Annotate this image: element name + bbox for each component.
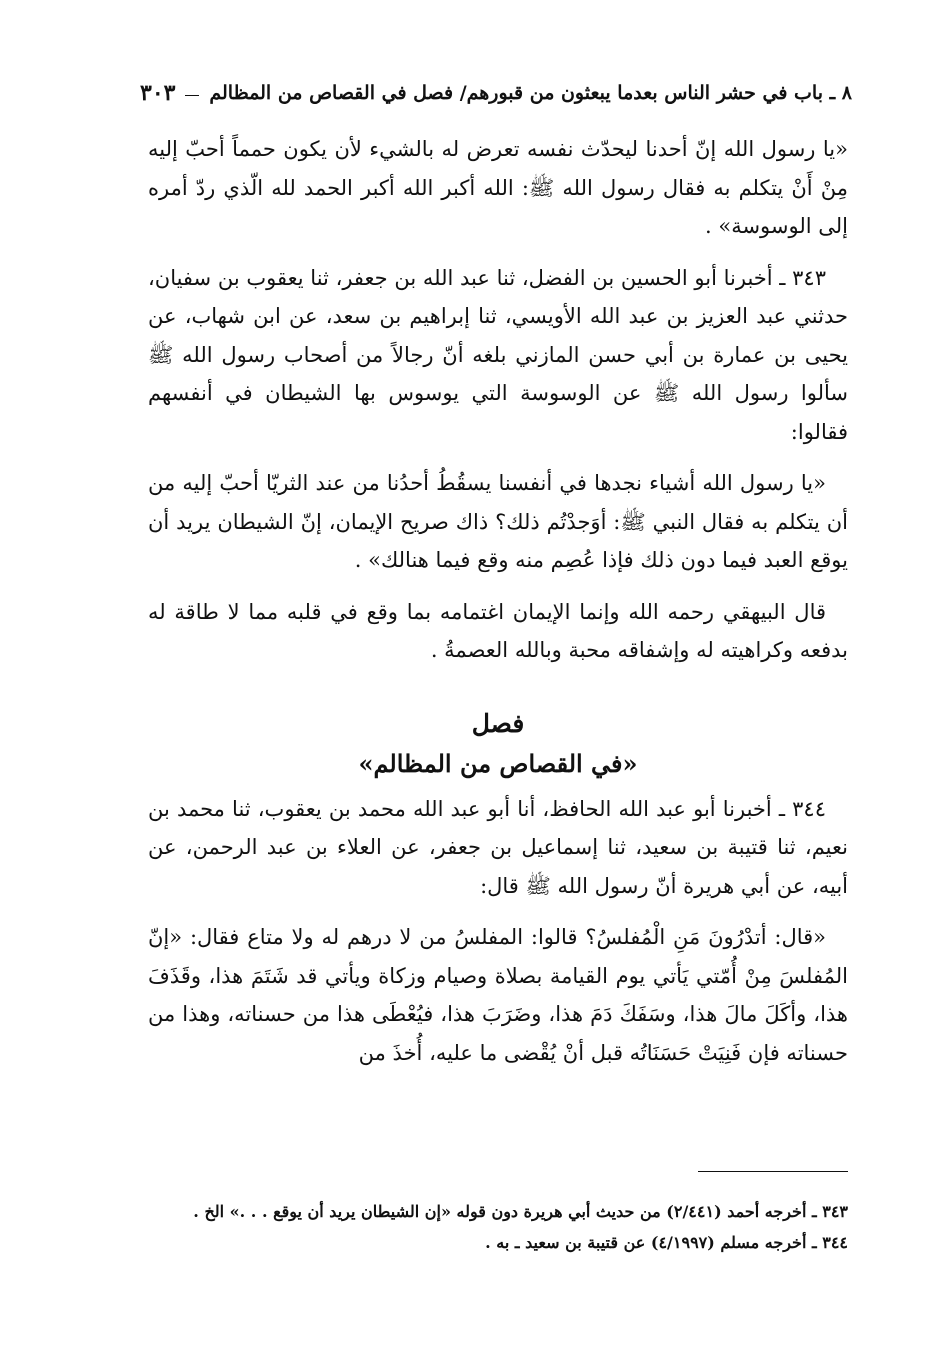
page-number: ٣٠٣ xyxy=(140,80,176,106)
section-heading xyxy=(148,704,848,784)
paragraph-commentary: قال البيهقي رحمه الله وإنما الإيمان اغتمامه بما وقع في قلبه مما لا طاقة له بدفعه وكراهيته له وإشفاقه محبة وبالله العصمةُ . xyxy=(148,599,848,662)
paragraph-quote-3: «قال: أتدْرُونَ مَنِ الْمُفلسُ؟ قالوا: المفلسُ من لا درهم له ولا متاع فقال: «إنّ المُفلسَ مِنْ أُمّتي يَأتي يوم القيامة بصلاة وصيام وزكاة ويأتي قد شَتَمَ هذا، وقَذَفَ هذا، وأكَلَ مالَ هذا، وسَفَكَ دَمَ هذا، وضَرَبَ هذا، فيُعْطَى هذا من حسناته، وهذا من حسناته فإن فَنِيَتْ حَسَنَاتُه قبل أنْ يُقْضى ما عليه، أُخذَ من xyxy=(148,925,848,1065)
paragraph-quote-1: «يا رسول الله إنّ أحدنا ليحدّث نفسه تعرض له بالشيء لأن يكون حمماً أحبّ إليه مِنْ أَنْ يتكلم به فقال رسول الله ﷺ: الله أكبر الله أكبر الحمد لله الّذي ردّ أمره إلى الوسوسة» . xyxy=(148,137,848,238)
footnote-344: ٣٤٤ ـ أخرجه مسلم (٤/١٩٩٧) عن قتيبة بن سعيد ـ به . xyxy=(485,1233,848,1252)
section-subtitle: «في القصاص من المظالم» xyxy=(358,748,638,778)
paragraph-quote-2: «يا رسول الله أشياء نجدها في أنفسنا يسقُطُ أحدُنا من عند الثريّا أحبّ إليه من أن يتكلم به فقال النبي ﷺ: أوَجدْتُم ذلك؟ ذاك صريح الإيمان، إنّ الشيطان يريد أن يوقع العبد فيما دون ذلك فإذا عُصِم منه وقع فيما هنالك» . xyxy=(148,471,848,572)
footnote-separator xyxy=(698,1171,848,1172)
section-title: فصل xyxy=(471,708,525,738)
paragraph-hadith-344: ٣٤٤ ـ أخبرنا أبو عبد الله الحافظ، أنا أبو عبد الله محمد بن يعقوب، ثنا محمد بن نعيم، ثنا قتيبة بن سعيد، ثنا إسماعيل بن جعفر، عن العلاء بن عبد الرحمن، عن أبيه، عن أبي هريرة أنّ رسول الله ﷺ قال: xyxy=(148,796,848,898)
paragraph-hadith-343: ٣٤٣ ـ أخبرنا أبو الحسين بن الفضل، ثنا عبد الله بن جعفر، ثنا يعقوب بن سفيان، حدثني عبد العزيز بن عبد الله الأويسي، ثنا إبراهيم بن سعد، عن ابن شهاب، عن يحيى بن عمارة بن أبي حسن المازني بلغه أنّ رجالاً من أصحاب رسول الله ﷺ سألوا رسول الله ﷺ عن الوسوسة التي يوسوس بها الشيطان في أنفسهم فقالوا: xyxy=(148,265,848,444)
footnotes xyxy=(148,1196,848,1258)
main-text xyxy=(148,130,848,1085)
footnote-343: ٣٤٣ ـ أخرجه أحمد (٢/٤٤١) من حديث أبي هريرة دون قوله «إن الشيطان يريد أن يوقع . . .» الخ . xyxy=(193,1202,848,1221)
page-header xyxy=(140,76,852,110)
running-title: ٨ ـ باب في حشر الناس بعدما يبعثون من قبورهم/ فصل في القصاص من المظالم xyxy=(209,82,852,104)
header-rule xyxy=(185,95,199,96)
